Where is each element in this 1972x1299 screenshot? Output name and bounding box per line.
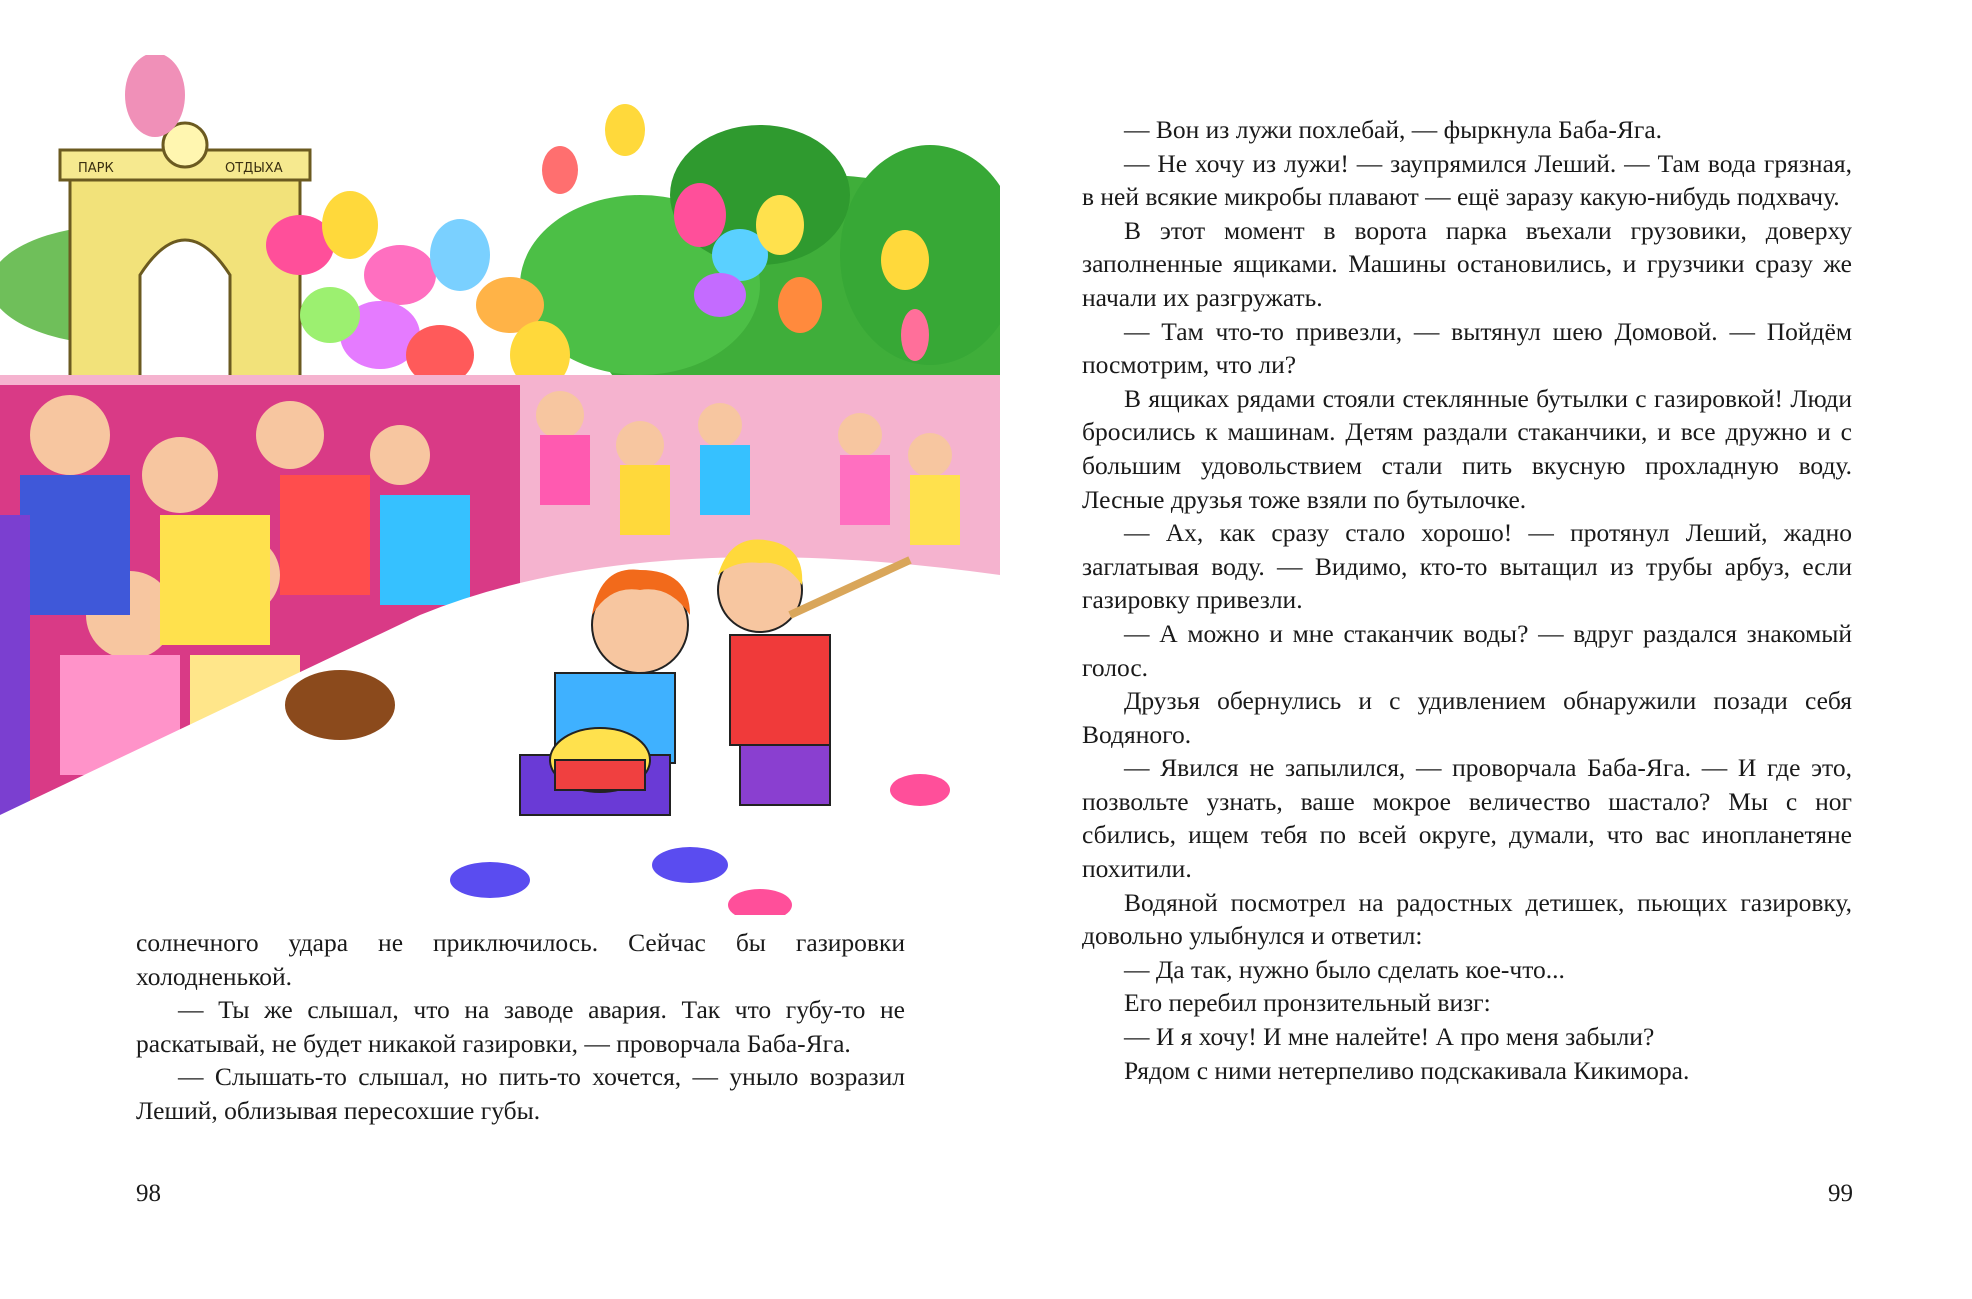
paragraph: — Не хочу из лужи! — заупрямился Леший. — Там вода грязная, в ней всякие микробы плавают — ещё заразу какую-нибудь подхвачу.	[1082, 148, 1852, 212]
paragraph: — Да так, нужно было сделать кое-что...	[1124, 954, 1565, 984]
paragraph: Рядом с ними нетерпеливо подскакивала Кикимора.	[1124, 1055, 1690, 1085]
gate-sign-right: ОТДЫХА	[225, 161, 283, 176]
right-page	[986, 0, 1972, 1299]
left-page-text	[136, 926, 905, 1128]
paragraph: — Там что-то привезли, — вытянул шею Домовой. — Пойдём посмотрим, что ли?	[1082, 316, 1852, 380]
paragraph: Его перебил пронзительный визг:	[1124, 988, 1491, 1018]
page-number-right: 99	[1828, 1180, 1853, 1207]
paragraph: В этот момент в ворота парка въехали грузовики, доверху заполненные ящиками. Машины остановились, и грузчики сразу же начали их разгружать.	[1082, 215, 1852, 312]
paragraph: солнечного удара не приключилось. Сейчас бы газировки холодненькой.	[136, 928, 905, 991]
dog	[285, 670, 395, 740]
right-page-text	[1082, 113, 1852, 1087]
paragraph: — А можно и мне стаканчик воды? — вдруг раздался знакомый голос.	[1082, 618, 1852, 682]
gate-sign-left: ПАРК	[78, 161, 114, 176]
paragraph: — Явился не запылился, — проворчала Баба-Яга. — И где это, позвольте узнать, ваше мокрое величество шастало? Мы с ног сбились, ищем тебя по всей округе, думали, что вас инопланетяне похитили.	[1082, 753, 1852, 884]
paragraph: — Вон из лужи похлебай, — фыркнула Баба-Яга.	[1124, 115, 1663, 144]
paragraph: — Слышать-то слышал, но пить-то хочется, — уныло возразил Леший, облизывая пересохшие губы.	[136, 1062, 905, 1125]
paragraph: — Ах, как сразу стало хорошо! — протянул Леший, жадно заглатывая воду. — Видимо, кто-то вытащил из трубы арбуз, если газировку привезли.	[1082, 518, 1852, 615]
paragraph: Водяной посмотрел на радостных детишек, пьющих газировку, довольно улыбнулся и ответил:	[1082, 887, 1852, 951]
paragraph: В ящиках рядами стояли стеклянные бутылки с газировкой! Люди бросились к машинам. Детям раздали стаканчики, и все дружно и с большим удовольствием стали пить вкусную прохладную воду. Лесные друзья тоже взяли по бутылочке.	[1082, 383, 1852, 514]
page-number-left: 98	[136, 1180, 161, 1207]
park-parade-illustration	[0, 55, 1000, 915]
paragraph: — И я хочу! И мне налейте! А про меня забыли?	[1124, 1022, 1655, 1052]
paragraph: Друзья обернулись и с удивлением обнаружили позади себя Водяного.	[1082, 686, 1852, 749]
paragraph: — Ты же слышал, что на заводе авария. Так что губу-то не раскатывай, не будет никакой газировки, — проворчала Баба-Яга.	[136, 995, 905, 1058]
illustration-svg	[0, 55, 1000, 915]
